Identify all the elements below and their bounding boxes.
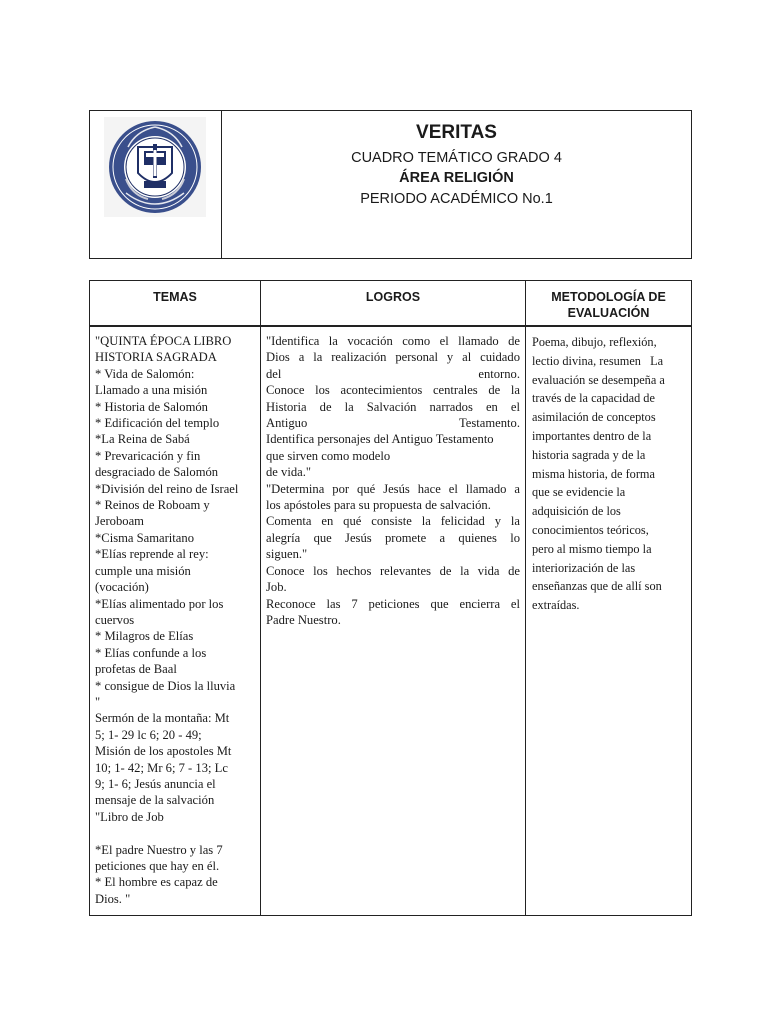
school-seal-icon <box>104 117 206 217</box>
logros-line: Padre Nuestro. <box>266 612 341 627</box>
temas-line: * consigue de Dios la lluvia <box>95 678 236 693</box>
metodologia-line: historia sagrada y de la <box>532 447 646 462</box>
metodologia-line: pero al mismo tiempo la <box>532 541 652 556</box>
metodologia-cell <box>526 327 691 615</box>
metodologia-header <box>526 281 691 327</box>
logros-header: LOGROS <box>261 281 525 327</box>
temas-line: "Libro de Job <box>95 809 164 824</box>
temas-line: *Cisma Samaritano <box>95 530 194 545</box>
metodologia-header-line-2: EVALUACIÓN <box>567 306 650 320</box>
logros-line: alegría que Jesús promete a quienes lo <box>266 530 520 545</box>
logros-line: Antiguo Testamento. <box>266 416 520 431</box>
temas-line: cuervos <box>95 612 135 627</box>
temas-line: * Edificación del templo <box>95 416 220 431</box>
temas-line: Jeroboam <box>95 514 144 529</box>
doc-title: VERITAS <box>416 122 497 143</box>
metodologia-line: extraídas. <box>532 598 580 613</box>
temas-line: * Reinos de Roboam y <box>95 498 210 513</box>
logros-line: Conoce los acontecimientos centrales de la <box>266 383 520 398</box>
temas-line: *Elías reprende al rey: <box>95 547 209 562</box>
temas-line: (vocación) <box>95 580 149 595</box>
doc-period: PERIODO ACADÉMICO No.1 <box>360 191 553 207</box>
metodologia-line: conocimientos teóricos, <box>532 522 649 537</box>
logros-cell <box>261 327 525 628</box>
temas-column <box>90 281 261 915</box>
temas-line: *División del reino de Israel <box>95 481 239 496</box>
logros-line: siguen." <box>266 547 308 562</box>
metodologia-header-line-1: METODOLOGÍA DE <box>551 290 666 304</box>
logo-cell <box>90 111 222 258</box>
temas-line: * Prevaricación y fin <box>95 448 201 463</box>
temas-line: Llamado a una misión <box>95 383 208 398</box>
title-cell <box>222 111 691 258</box>
metodologia-line: interiorización de las <box>532 560 636 575</box>
temas-line: * El hombre es capaz de <box>95 875 218 890</box>
metodologia-line: asimilación de conceptos <box>532 410 656 425</box>
content-table <box>89 280 692 916</box>
temas-line: HISTORIA SAGRADA <box>95 350 217 365</box>
temas-line: 5; 1- 29 lc 6; 20 - 49; <box>95 727 202 742</box>
temas-line: Sermón de la montaña: Mt <box>95 711 230 726</box>
logros-line: "Identifica la vocación como el llamado de <box>266 334 520 348</box>
temas-line: cumple una misión <box>95 563 191 578</box>
temas-line: "QUINTA ÉPOCA LIBRO <box>95 334 232 348</box>
metodologia-line: través de la capacidad de <box>532 391 655 406</box>
temas-line: peticiones que hay en él. <box>95 859 220 873</box>
logros-line: Historia de la Salvación narrados en el <box>266 399 520 414</box>
doc-subtitle: CUADRO TEMÁTICO GRADO 4 <box>351 150 562 166</box>
logros-line: Dios a la realización personal y al cuidado <box>266 350 520 365</box>
temas-line: " <box>95 694 101 709</box>
logros-column <box>261 281 526 915</box>
metodologia-line: enseñanzas que de allí son <box>532 579 662 594</box>
temas-header: TEMAS <box>90 281 260 327</box>
temas-line <box>95 825 255 841</box>
temas-line: Misión de los apostoles Mt <box>95 744 232 759</box>
metodologia-line: misma historia, de forma <box>532 466 655 481</box>
temas-line: * Historia de Salomón <box>95 399 208 414</box>
logros-line: Comenta en qué consiste la felicidad y la <box>266 514 520 529</box>
header-box <box>89 110 692 259</box>
temas-line: * Vida de Salomón: <box>95 366 195 381</box>
logros-line: de vida." <box>266 465 312 480</box>
doc-area: ÁREA RELIGIÓN <box>399 170 514 186</box>
temas-line: 9; 1- 6; Jesús anuncia el <box>95 776 216 791</box>
school-logo <box>104 117 206 217</box>
temas-line: 10; 1- 42; Mr 6; 7 - 13; Lc <box>95 760 228 775</box>
metodologia-line: evaluación se desempeña a <box>532 372 665 387</box>
metodologia-line: que se evidencie la <box>532 485 626 500</box>
logros-line: "Determina por qué Jesús hace el llamado a <box>266 481 520 496</box>
logros-line: del entorno. <box>266 366 520 381</box>
temas-cell <box>90 327 260 907</box>
metodologia-line: Poema, dibujo, reflexión, <box>532 335 657 349</box>
logros-line: Reconoce las 7 peticiones que encierra el <box>266 596 520 611</box>
logros-line: Conoce los hechos relevantes de la vida de <box>266 563 520 578</box>
temas-line: profetas de Baal <box>95 662 177 677</box>
temas-line: *Elías alimentado por los <box>95 596 224 611</box>
logros-line: que sirven como modelo <box>266 448 391 463</box>
logros-line: los apóstoles para su propuesta de salvación. <box>266 498 491 513</box>
temas-line: * Milagros de Elías <box>95 629 194 644</box>
metodologia-line: adquisición de los <box>532 504 621 519</box>
metodologia-column <box>526 281 691 915</box>
temas-line: Dios. " <box>95 891 131 906</box>
logros-line: Job. <box>266 580 287 595</box>
metodologia-line: importantes dentro de la <box>532 428 652 443</box>
temas-line: desgraciado de Salomón <box>95 465 219 480</box>
logros-line: Identifica personajes del Antiguo Testamento <box>266 432 494 447</box>
temas-line: *El padre Nuestro y las 7 <box>95 842 223 857</box>
temas-line: *La Reina de Sabá <box>95 432 190 447</box>
metodologia-line: lectio divina, resumen La <box>532 353 664 368</box>
temas-line: * Elías confunde a los <box>95 645 207 660</box>
temas-line: mensaje de la salvación <box>95 793 215 808</box>
